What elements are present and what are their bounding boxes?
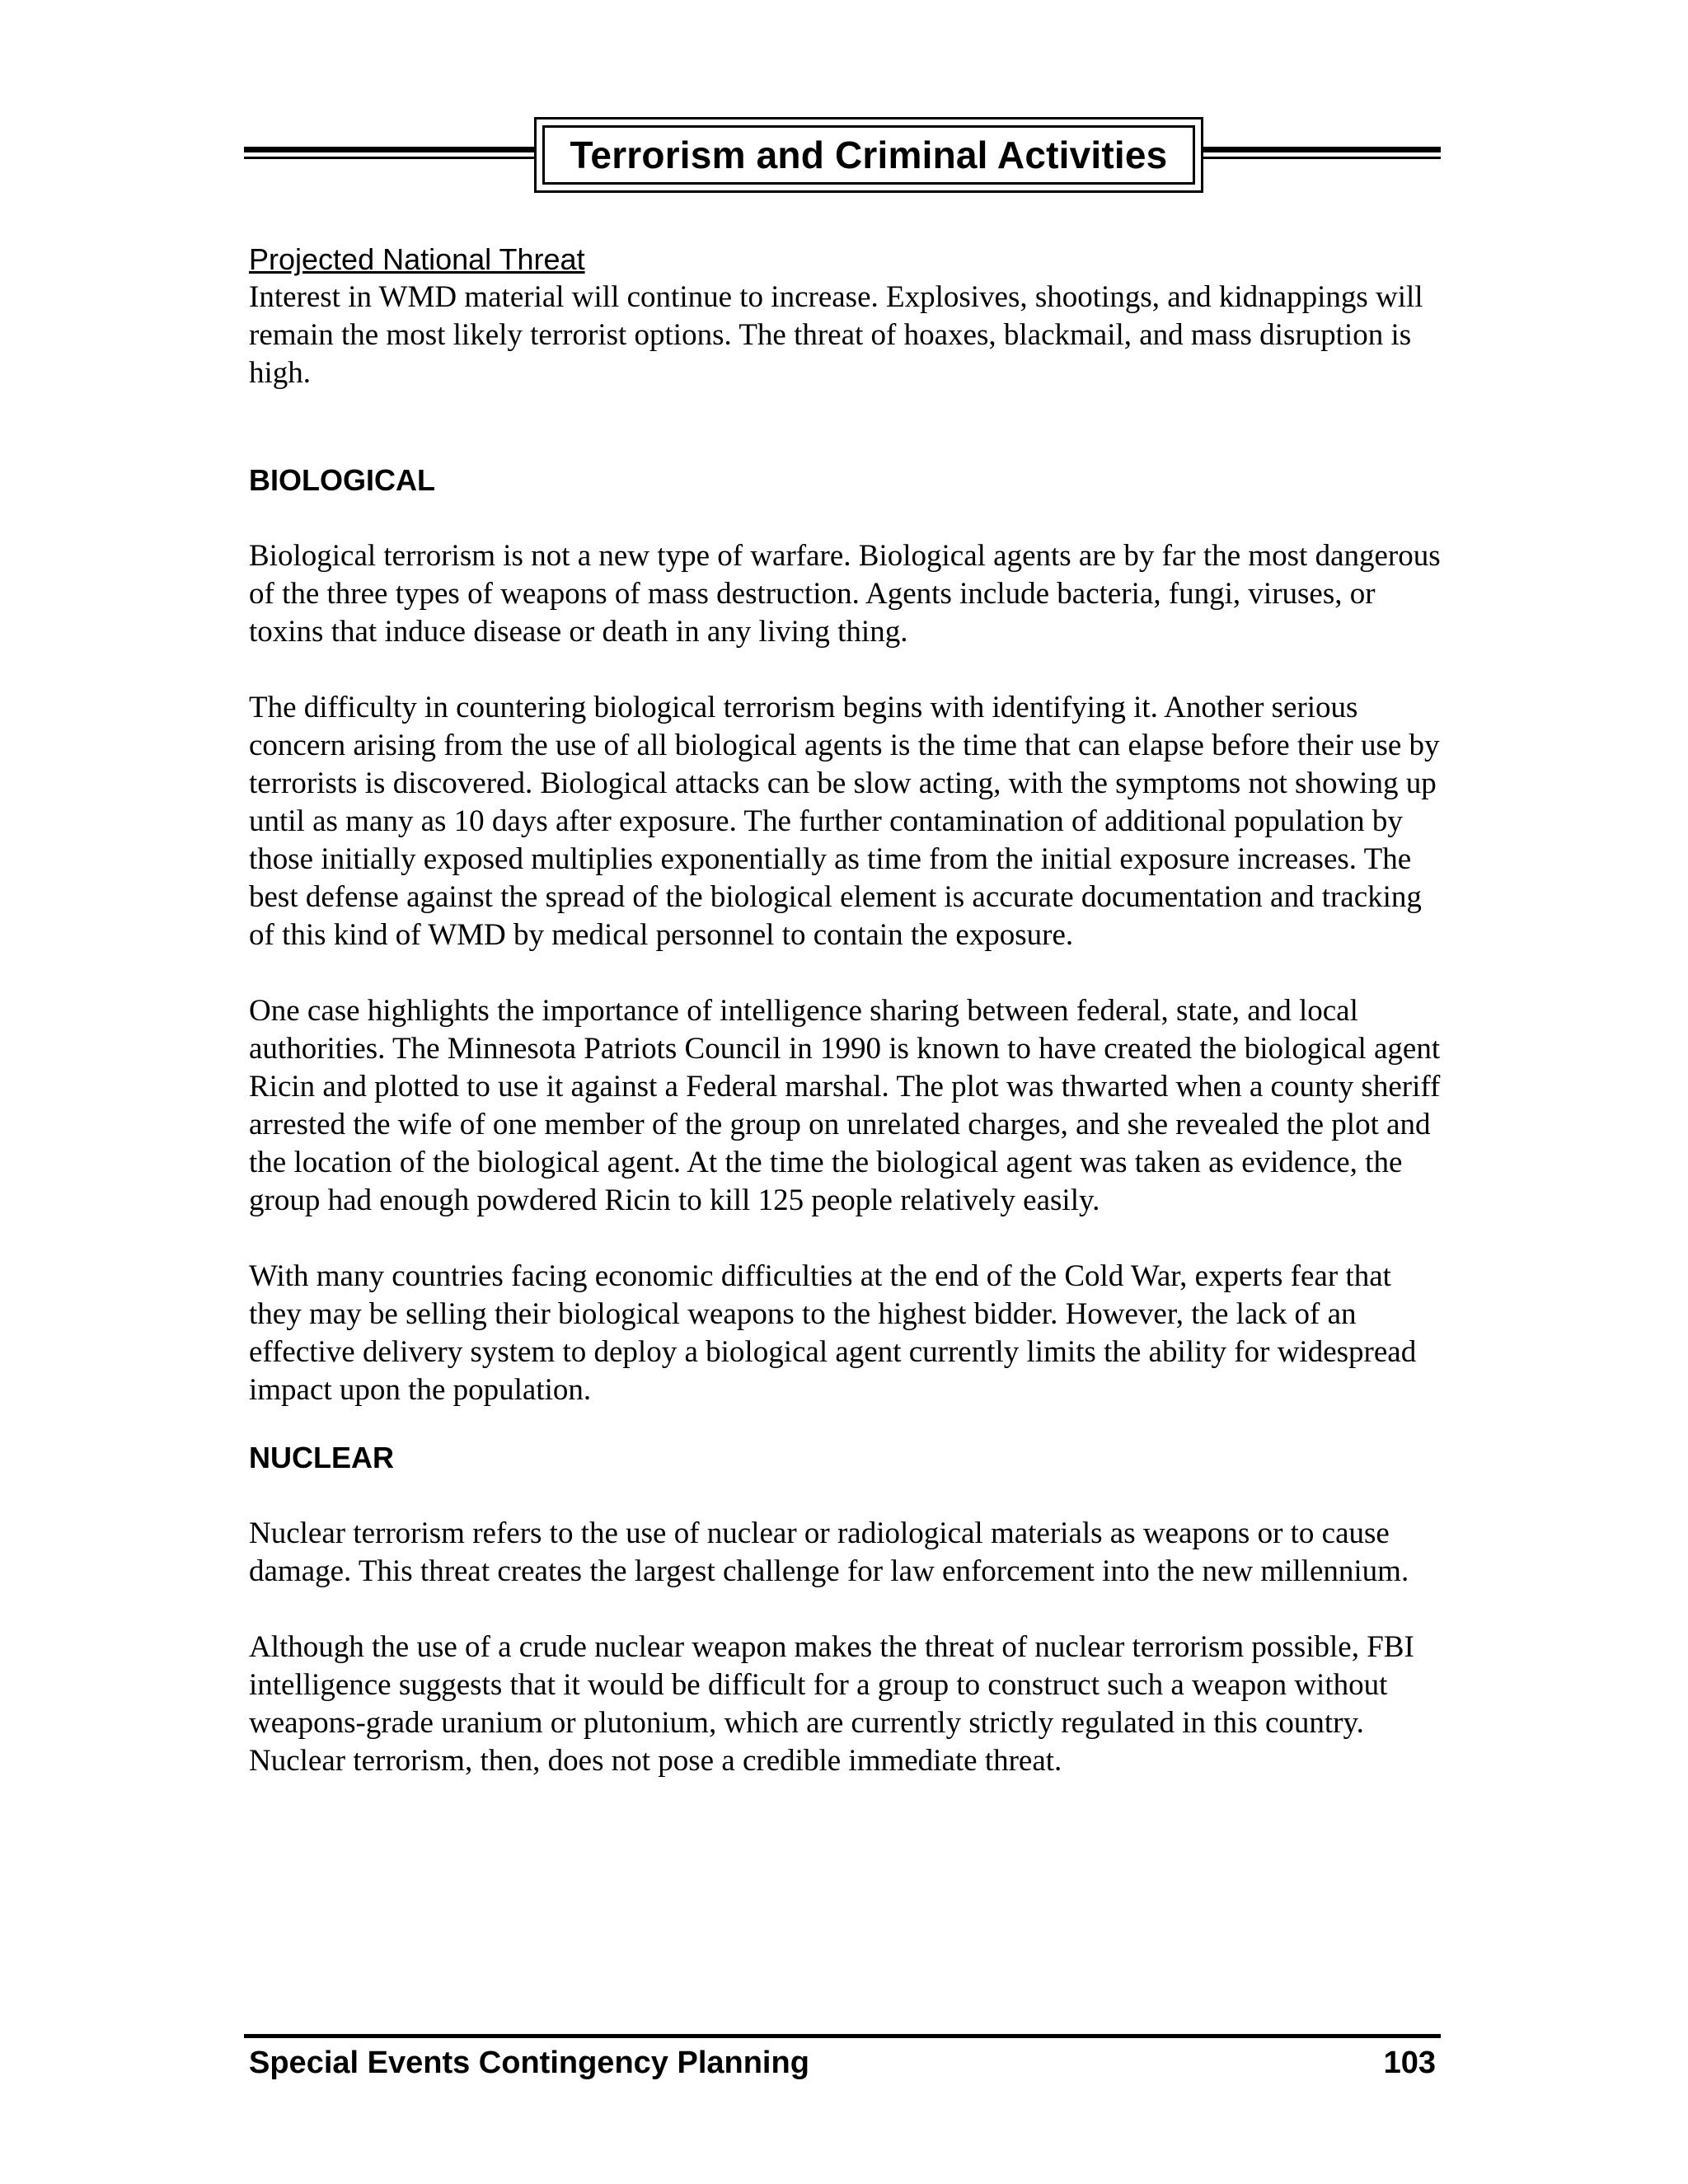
paragraph-nuclear-1: Nuclear terrorism refers to the use of nuclear or radiological materials as weapons or to cause damage. This threat creates the largest challenge for law enforcement into the new millennium.: [249, 1516, 1409, 1588]
section-heading-biological: BIOLOGICAL: [249, 463, 435, 497]
section-heading-nuclear: NUCLEAR: [249, 1441, 394, 1474]
page-footer: [244, 2034, 1441, 2083]
footer-page-number: 103: [1383, 2046, 1436, 2080]
footer-row: [244, 2043, 1441, 2083]
paragraph-biological-3: One case highlights the importance of intelligence sharing between federal, state, and local authorities. The Minnesota Patriots Council in 1990 is known to have created the biological agent Ricin and plotted to use it against a Federal marshal. The plot was thwarted when a county sheriff arrested the wife of one member of the group on unrelated charges, and she revealed the plot and the location of the biological agent. At the time the biological agent was taken as evidence, the group had enough powdered Ricin to kill 125 people relatively easily.: [249, 994, 1441, 1217]
paragraph-biological-2: The difficulty in countering biological terrorism begins with identifying it. Another serious concern arising from the use of all biological agents is the time that can elapse before their use by terrorists is discovered. Biological attacks can be slow acting, with the symptoms not showing up until as many as 10 days after exposure. The further contamination of additional population by those initially exposed multiplies exponentially as time from the initial exposure increases. The best defense against the spread of the biological element is accurate documentation and tracking of this kind of WMD by medical personnel to contain the exposure.: [249, 691, 1440, 952]
header-banner: [244, 117, 1441, 196]
section-subtitle-projected-threat: Projected National Threat: [249, 242, 585, 276]
page-title: Terrorism and Criminal Activities: [570, 134, 1168, 176]
header-title-box-inner: [542, 125, 1195, 185]
header-title-box: [534, 117, 1203, 193]
footer-rule: [244, 2034, 1441, 2038]
paragraph-projected-threat: Interest in WMD material will continue to increase. Explosives, shootings, and kidnappings will remain the most likely terrorist options. The threat of hoaxes, blackmail, and mass disruption is high.: [249, 280, 1423, 390]
paragraph-biological-4: With many countries facing economic difficulties at the end of the Cold War, experts fear that they may be selling their biological weapons to the highest bidder. However, the lack of an effective delivery system to deploy a biological agent currently limits the ability for widespread impact upon the population.: [249, 1259, 1417, 1407]
document-body: [249, 241, 1444, 1780]
paragraph-biological-1: Biological terrorism is not a new type of warfare. Biological agents are by far the most dangerous of the three types of weapons of mass destruction. Agents include bacteria, fungi, viruses, or toxins that induce disease or death in any living thing.: [249, 539, 1441, 649]
footer-document-title: Special Events Contingency Planning: [249, 2046, 809, 2080]
paragraph-nuclear-2: Although the use of a crude nuclear weapon makes the threat of nuclear terrorism possible, FBI intelligence suggests that it would be difficult for a group to construct such a weapon without weapons-grade uranium or plutonium, which are currently strictly regulated in this country. Nuclear terrorism, then, does not pose a credible immediate threat.: [249, 1630, 1414, 1778]
